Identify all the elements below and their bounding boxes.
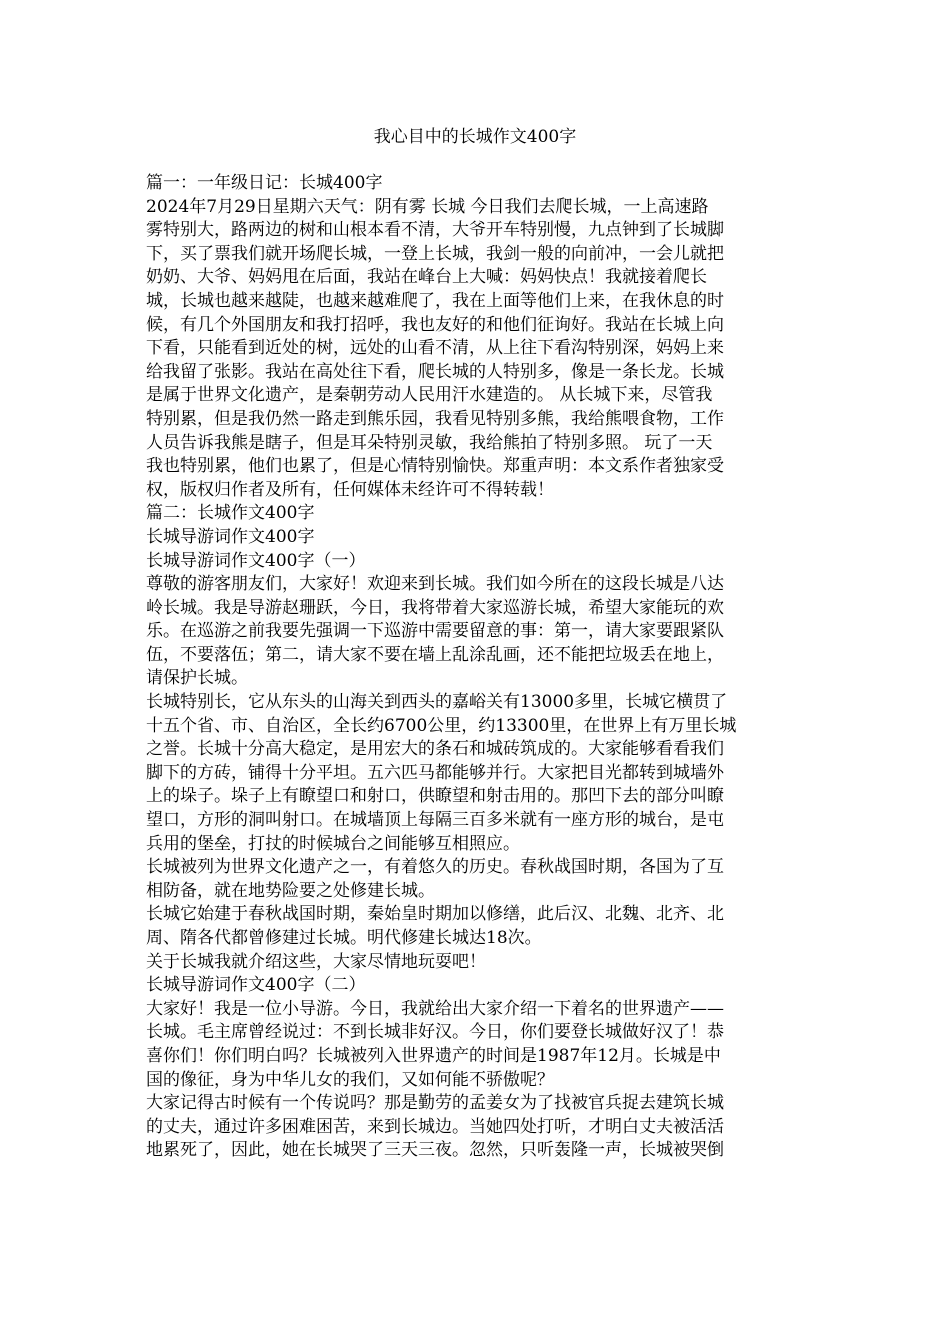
- text-line: 特别累，但是我仍然一路走到熊乐园，我看见特别多熊，我给熊喂食物，工作: [146, 408, 724, 429]
- text-line: 大家记得古时候有一个传说吗？那是勤劳的孟姜女为了找被官兵捉去建筑长城: [146, 1093, 724, 1114]
- text-line: 是属于世界文化遗产，是秦朝劳动人民用汗水建造的。 从长城下来，尽管我: [146, 385, 713, 406]
- text-line: 岭长城。我是导游赵珊跃，今日，我将带着大家巡游长城，希望大家能玩的欢: [146, 597, 724, 618]
- text-line: 相防备，就在地势险要之处修建长城。: [146, 880, 435, 901]
- text-line: 长城。毛主席曾经说过：不到长城非好汉。今日，你们要登长城做好汉了！恭: [146, 1022, 724, 1043]
- text-line: 周、隋各代都曾修建过长城。明代修建长城达18次。: [146, 928, 542, 948]
- text-line: 下，买了票我们就开场爬长城，一登上长城，我剑一般的向前冲，一会儿就把: [146, 243, 724, 264]
- text-line: 长城被列为世界文化遗产之一，有着悠久的历史。春秋战国时期，各国为了互: [146, 857, 724, 878]
- text-line: 长城它始建于春秋战国时期，秦始皇时期加以修缮，此后汉、北魏、北齐、北: [146, 904, 724, 925]
- text-line: 2024年7月29日星期六天气：阴有雾 长城 今日我们去爬长城，一上高速路: [146, 196, 709, 217]
- text-line: 篇一：一年级日记：长城400字: [146, 173, 383, 193]
- text-line: 长城导游词作文400字（一）: [146, 550, 366, 571]
- text-line: 乐。在巡游之前我要先强调一下巡游中需要留意的事：第一，请大家要跟紧队: [146, 621, 724, 642]
- text-line: 候，有几个外国朋友和我打招呼，我也友好的和他们征询好。我站在长城上向: [146, 314, 724, 335]
- text-line: 喜你们！你们明白吗？长城被列入世界遗产的时间是1987年12月。长城是中: [146, 1045, 721, 1066]
- text-line: 地累死了，因此，她在长城哭了三天三夜。忽然，只听轰隆一声，长城被哭倒: [146, 1140, 724, 1161]
- text-line: 奶奶、大爷、妈妈甩在后面，我站在峰台上大喊：妈妈快点！我就接着爬长: [146, 267, 707, 288]
- text-line: 兵用的堡垒，打扙的时候城台之间能够互相照应。: [146, 833, 520, 854]
- text-line: 长城特别长，它从东头的山海关到西头的嘉峪关有13000多里，长城它横贯了: [146, 692, 728, 713]
- text-line: 的丈夫，通过许多困难困苦，来到长城边。当她四处打听，才明白丈夫被活活: [146, 1116, 724, 1137]
- text-line: 我也特别累，他们也累了，但是心情特别愉快。郑重声明：本文系作者独家受: [146, 456, 724, 477]
- text-line: 城，长城也越来越陡，也越来越难爬了，我在上面等他们上来，在我休息的时: [146, 290, 724, 311]
- text-line: 人员告诉我熊是瞎子，但是耳朵特别灵敏，我给熊拍了特别多照。 玩了一天: [146, 432, 713, 453]
- document-title: 我心目中的长城作文400字: [373, 127, 577, 147]
- text-line: 之誉。长城十分高大稳定，是用宏大的条石和城砖筑成的。大家能够看看我们: [146, 739, 724, 760]
- text-line: 十五个省、市、自治区，全长约6700公里，约13300里，在世界上有万里长城: [146, 715, 737, 736]
- text-line: 国的像征，身为中华儿女的我们，又如何能不骄傲呢？: [146, 1069, 554, 1090]
- text-line: 下看，只能看到近处的树，远处的山看不清，从上往下看沟特别深，妈妈上来: [146, 338, 724, 359]
- text-line: 雾特别大，路两边的树和山根本看不清，大爷开车特别慢，九点钟到了长城脚: [146, 220, 724, 241]
- text-line: 脚下的方砖，铺得十分平坦。五六匹马都能够并行。大家把目光都转到城墙外: [146, 762, 724, 783]
- text-line: 长城导游词作文400字: [146, 526, 315, 547]
- text-line: 上的垛子。垛子上有瞭望口和射口，供瞭望和射击用的。那凹下去的部分叫瞭: [146, 786, 724, 807]
- text-line: 尊敬的游客朋友们，大家好！欢迎来到长城。我们如今所在的这段长城是八达: [146, 574, 724, 595]
- document-body: [146, 172, 802, 1163]
- text-line: 伍，不要落伍；第二，请大家不要在墙上乱涂乱画，还不能把垃圾丢在地上，: [146, 644, 724, 665]
- text-line: 大家好！我是一位小导游。今日，我就给出大家介绍一下着名的世界遗产——: [146, 998, 724, 1019]
- text-line: 给我留了张影。我站在高处往下看，爬长城的人特别多，像是一条长龙。长城: [146, 361, 724, 382]
- text-line: 望口，方形的洞叫射口。在城墙顶上每隔三百多米就有一座方形的城台，是屯: [146, 810, 724, 831]
- text-line: 关于长城我就介绍这些，大家尽情地玩耍吧！: [146, 951, 486, 972]
- text-line: 请保护长城。: [146, 668, 248, 689]
- text-line: 篇二：长城作文400字: [146, 503, 315, 524]
- text-line: 权，版权归作者及所有，任何媒体未经许可不得转载！: [146, 479, 554, 500]
- text-line: 长城导游词作文400字（二）: [146, 975, 366, 996]
